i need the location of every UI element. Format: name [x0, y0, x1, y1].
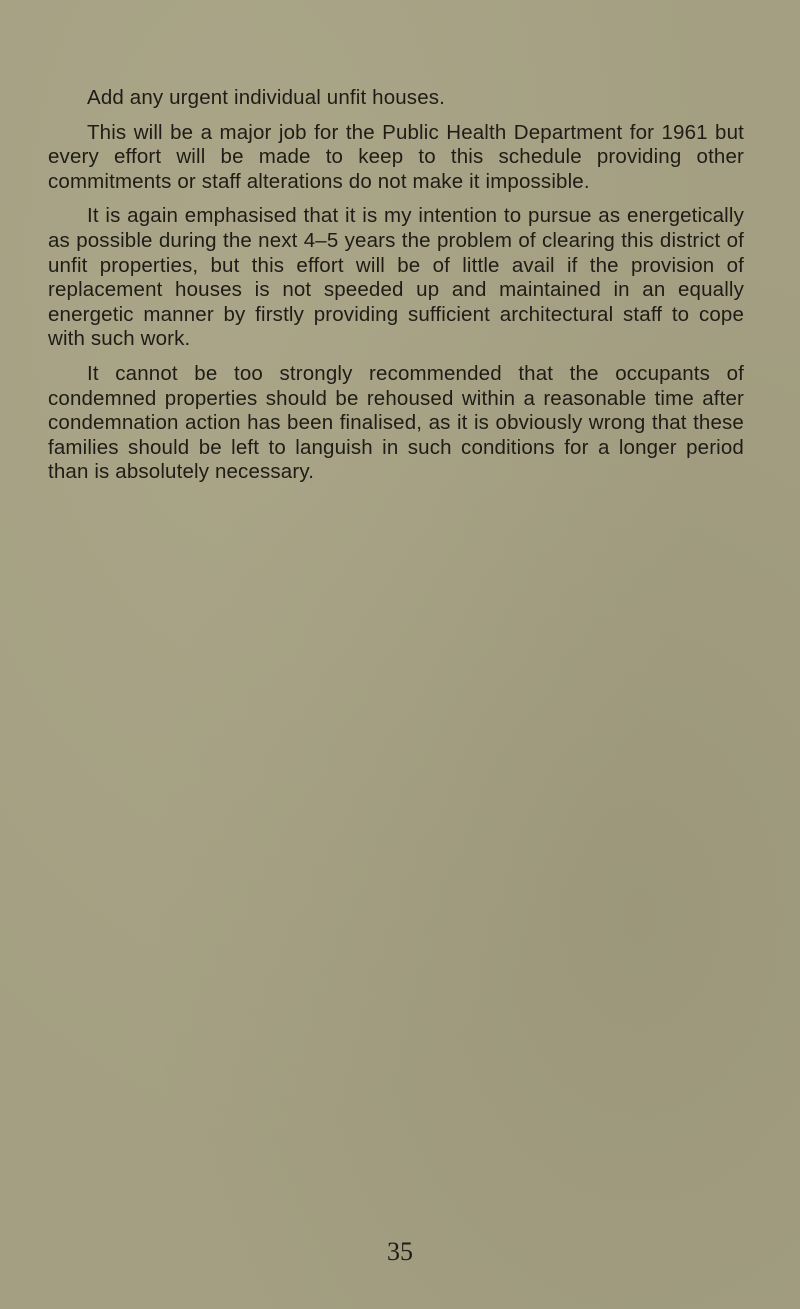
paragraph-urgent-houses: Add any urgent individual unfit houses.: [87, 86, 446, 109]
paragraph-schedule: This will be a major job for the Public Health Department for 1961 but every effort will be made to keep to this schedule providing other commitments or staff alterations do not make it impossible.: [48, 120, 744, 193]
body-text: [48, 86, 744, 495]
page-number: 35: [387, 1237, 413, 1266]
paragraph-rehousing: It cannot be too strongly recommended that the occupants of condemned properties should be rehoused within a reasonable time after condemnation action has been finalised, as it is obviously wrong that these families should be left to languish in such conditions for a longer period than is absolutely necessary.: [48, 361, 744, 484]
paragraph-clearance-intention: It is again emphasised that it is my intention to pursue as energetically as possible during the next 4–5 years the problem of clearing this district of unfit properties, but this effort will be of little avail if the provision of replacement houses is not speeded up and maintained in an equally energetic manner by firstly providing sufficient architectural staff to cope with such work.: [48, 204, 744, 351]
